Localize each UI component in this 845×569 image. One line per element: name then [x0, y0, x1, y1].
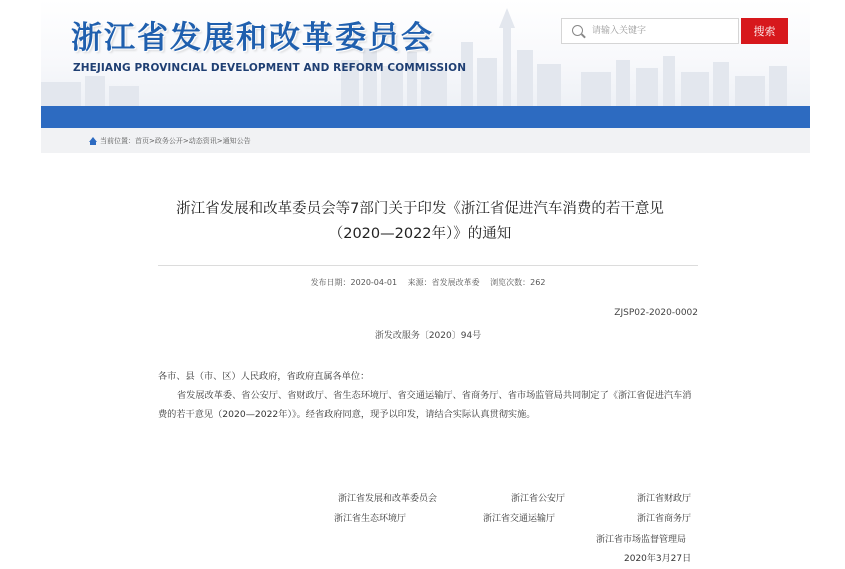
view-count: 浏览次数：262 — [490, 278, 546, 287]
publish-date: 发布日期：2020-04-01 — [310, 278, 398, 287]
article-title — [160, 197, 680, 247]
signature-transport: 浙江省交通运输厅 — [483, 514, 556, 524]
signature-market-supervision: 浙江省市场监督管理局 — [596, 535, 687, 545]
article-title-line1: 浙江省发展和改革委员会等7部门关于印发《浙江省促进汽车消费的若干意见 — [176, 201, 664, 217]
site-title: 浙江省发展和改革委员会 — [71, 20, 434, 56]
search-box — [561, 18, 739, 44]
search-input[interactable] — [592, 23, 732, 39]
signature-public-security: 浙江省公安厅 — [511, 494, 566, 504]
article-source: 来源：省发展改革委 — [407, 278, 480, 287]
breadcrumb — [41, 128, 810, 153]
nav-bar — [41, 106, 810, 128]
site-subtitle: ZHEJIANG PROVINCIAL DEVELOPMENT AND REFORM COMMISSION — [73, 62, 467, 74]
signature-date: 2020年3月27日 — [624, 554, 692, 564]
signature-ecology: 浙江省生态环境厅 — [334, 514, 407, 524]
document-code: ZJSP02-2020-0002 — [614, 308, 698, 318]
home-icon — [89, 137, 97, 142]
breadcrumb-text[interactable]: 当前位置：首页>政务公开>动态资讯>通知公告 — [100, 137, 251, 145]
article-title-line2: （2020—2022年）》的通知 — [328, 226, 512, 242]
signature-commerce: 浙江省商务厅 — [637, 514, 692, 524]
signature-finance: 浙江省财政厅 — [637, 494, 692, 504]
document-number: 浙发改服务〔2020〕94号 — [374, 331, 482, 341]
site-header — [41, 0, 810, 106]
salutation: 各市、县（市、区）人民政府，省政府直属各单位： — [158, 371, 370, 382]
body-paragraph: 省发展改革委、省公安厅、省财政厅、省生态环境厅、省交通运输厅、省商务厅、省市场监管局共同制定了《浙江省促进汽车消费的若干意见（2020—2022年）》。经省政府同意，现予以印发，请结合实际认真贯彻实施。 — [158, 390, 692, 420]
search-icon — [572, 25, 583, 36]
title-divider — [158, 265, 698, 266]
signature-ndrc: 浙江省发展和改革委员会 — [338, 494, 438, 504]
search-button[interactable]: 搜索 — [741, 18, 788, 44]
article-meta — [158, 277, 698, 288]
